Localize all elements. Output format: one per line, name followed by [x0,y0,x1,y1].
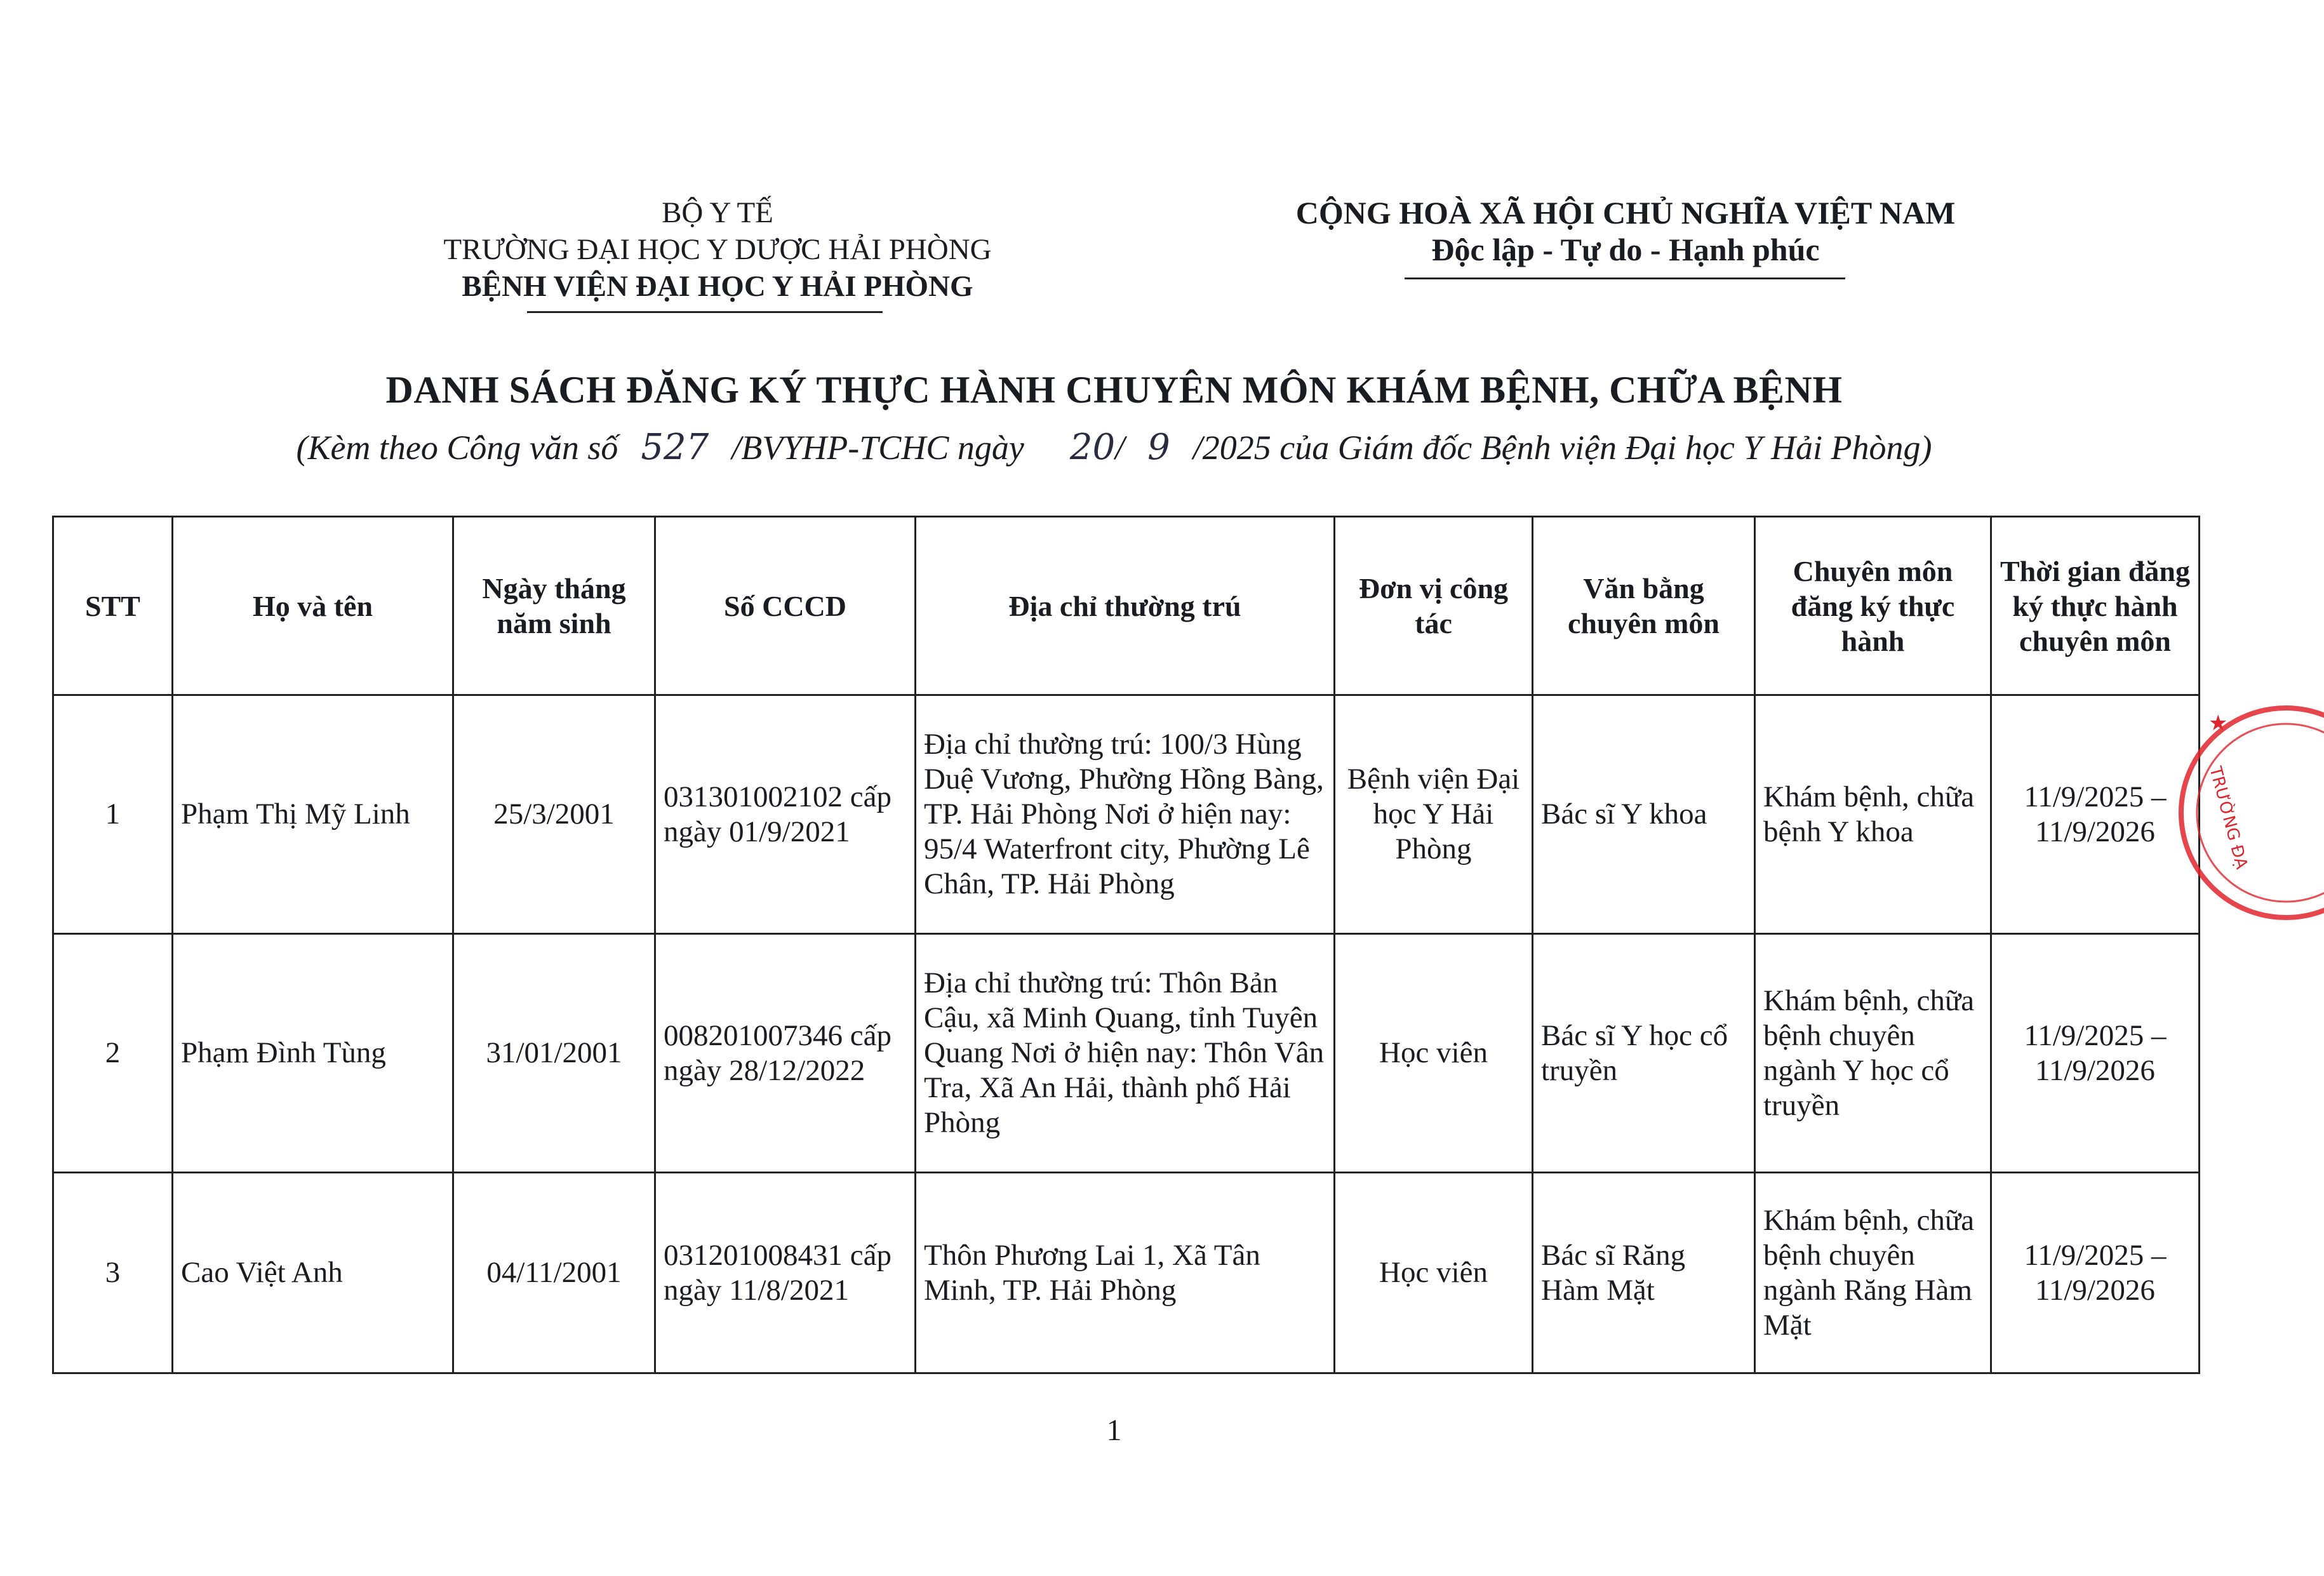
cell-stt: 2 [53,934,173,1173]
cell-address: Thôn Phương Lai 1, Xã Tân Minh, TP. Hải Phòng [916,1173,1335,1373]
header-left-underline [527,311,883,313]
header-left [381,194,1054,305]
cell-dob: 04/11/2001 [453,1173,655,1373]
col-header-degree: Văn bằng chuyên môn [1533,517,1755,695]
cell-degree: Bác sĩ Y học cổ truyền [1533,934,1755,1173]
cell-dob: 31/01/2001 [453,934,655,1173]
col-header-dob: Ngày tháng năm sinh [453,517,655,695]
hospital-name: BỆNH VIỆN ĐẠI HỌC Y HẢI PHÒNG [462,270,973,303]
cell-specialty: Khám bệnh, chữa bệnh chuyên ngành Răng Hàm Mặt [1755,1173,1991,1373]
cell-stt: 3 [53,1173,173,1373]
subtitle-doc-code: /BVYHP-TCHC ngày [731,429,1024,467]
ministry-name: BỘ Y TẾ [662,196,773,229]
cell-unit: Bệnh viện Đại học Y Hải Phòng [1335,695,1533,934]
cell-address: Địa chỉ thường trú: 100/3 Hùng Duệ Vương, Phường Hồng Bàng, TP. Hải Phòng Nơi ở hiện nay: 95/4 Waterfront city, Phường Lê Chân, TP. Hải Phòng [916,695,1335,934]
cell-name: Cao Việt Anh [173,1173,453,1373]
table-row [53,934,2200,1173]
col-header-address: Địa chỉ thường trú [916,517,1335,695]
col-header-cccd: Số CCCD [655,517,916,695]
nation-name: CỘNG HOÀ XÃ HỘI CHỦ NGHĨA VIỆT NAM [1295,195,1956,230]
cell-period: 11/9/2025 – 11/9/2026 [1991,695,2200,934]
cell-name: Phạm Đình Tùng [173,934,453,1173]
col-header-specialty: Chuyên môn đăng ký thực hành [1755,517,1991,695]
col-header-unit: Đơn vị công tác [1335,517,1533,695]
table-header-row [53,517,2200,695]
cell-cccd: 031201008431 cấp ngày 11/8/2021 [655,1173,916,1373]
subtitle-slash: / [1115,429,1125,467]
cell-period: 11/9/2025 – 11/9/2026 [1991,934,2200,1173]
cell-unit: Học viên [1335,934,1533,1173]
svg-text:★: ★ [2208,711,2228,736]
registration-table [52,516,2200,1374]
cell-unit: Học viên [1335,1173,1533,1373]
official-stamp [2159,692,2324,933]
cell-dob: 25/3/2001 [453,695,655,934]
handwritten-month: 9 [1147,427,1170,468]
subtitle-suffix: /2025 của Giám đốc Bệnh viện Đại học Y Hải Phòng) [1192,429,1932,467]
col-header-stt: STT [53,517,173,695]
cell-specialty: Khám bệnh, chữa bệnh Y khoa [1755,695,1991,934]
cell-degree: Bác sĩ Y khoa [1533,695,1755,934]
stamp-text: TRƯỜNG ĐẠ [2205,765,2252,871]
cell-specialty: Khám bệnh, chữa bệnh chuyên ngành Y học cổ truyền [1755,934,1991,1173]
handwritten-doc-number: 527 [641,427,709,468]
header-right-underline [1405,277,1845,279]
cell-cccd: 031301002102 cấp ngày 01/9/2021 [655,695,916,934]
cell-period: 11/9/2025 – 11/9/2026 [1991,1173,2200,1373]
national-motto: Độc lập - Tự do - Hạnh phúc [1431,232,1820,267]
handwritten-day: 20 [1069,427,1116,468]
cell-cccd: 008201007346 cấp ngày 28/12/2022 [655,934,916,1173]
cell-address: Địa chỉ thường trú: Thôn Bản Cậu, xã Minh Quang, tỉnh Tuyên Quang Nơi ở hiện nay: Thôn Vân Tra, Xã An Hải, thành phố Hải Phòng [916,934,1335,1173]
cell-degree: Bác sĩ Răng Hàm Mặt [1533,1173,1755,1373]
col-header-name: Họ và tên [173,517,453,695]
document-subtitle [0,427,2228,468]
document-title: DANH SÁCH ĐĂNG KÝ THỰC HÀNH CHUYÊN MÔN KHÁM BỆNH, CHỮA BỆNH [385,369,1843,411]
col-header-period: Thời gian đăng ký thực hành chuyên môn [1991,517,2200,695]
cell-stt: 1 [53,695,173,934]
table-row [53,1173,2200,1373]
table-row [53,695,2200,934]
page-number: 1 [1106,1413,1122,1447]
subtitle-prefix: (Kèm theo Công văn số [296,429,618,467]
header-right [1245,194,2007,268]
university-name: TRƯỜNG ĐẠI HỌC Y DƯỢC HẢI PHÒNG [443,233,992,266]
cell-name: Phạm Thị Mỹ Linh [173,695,453,934]
